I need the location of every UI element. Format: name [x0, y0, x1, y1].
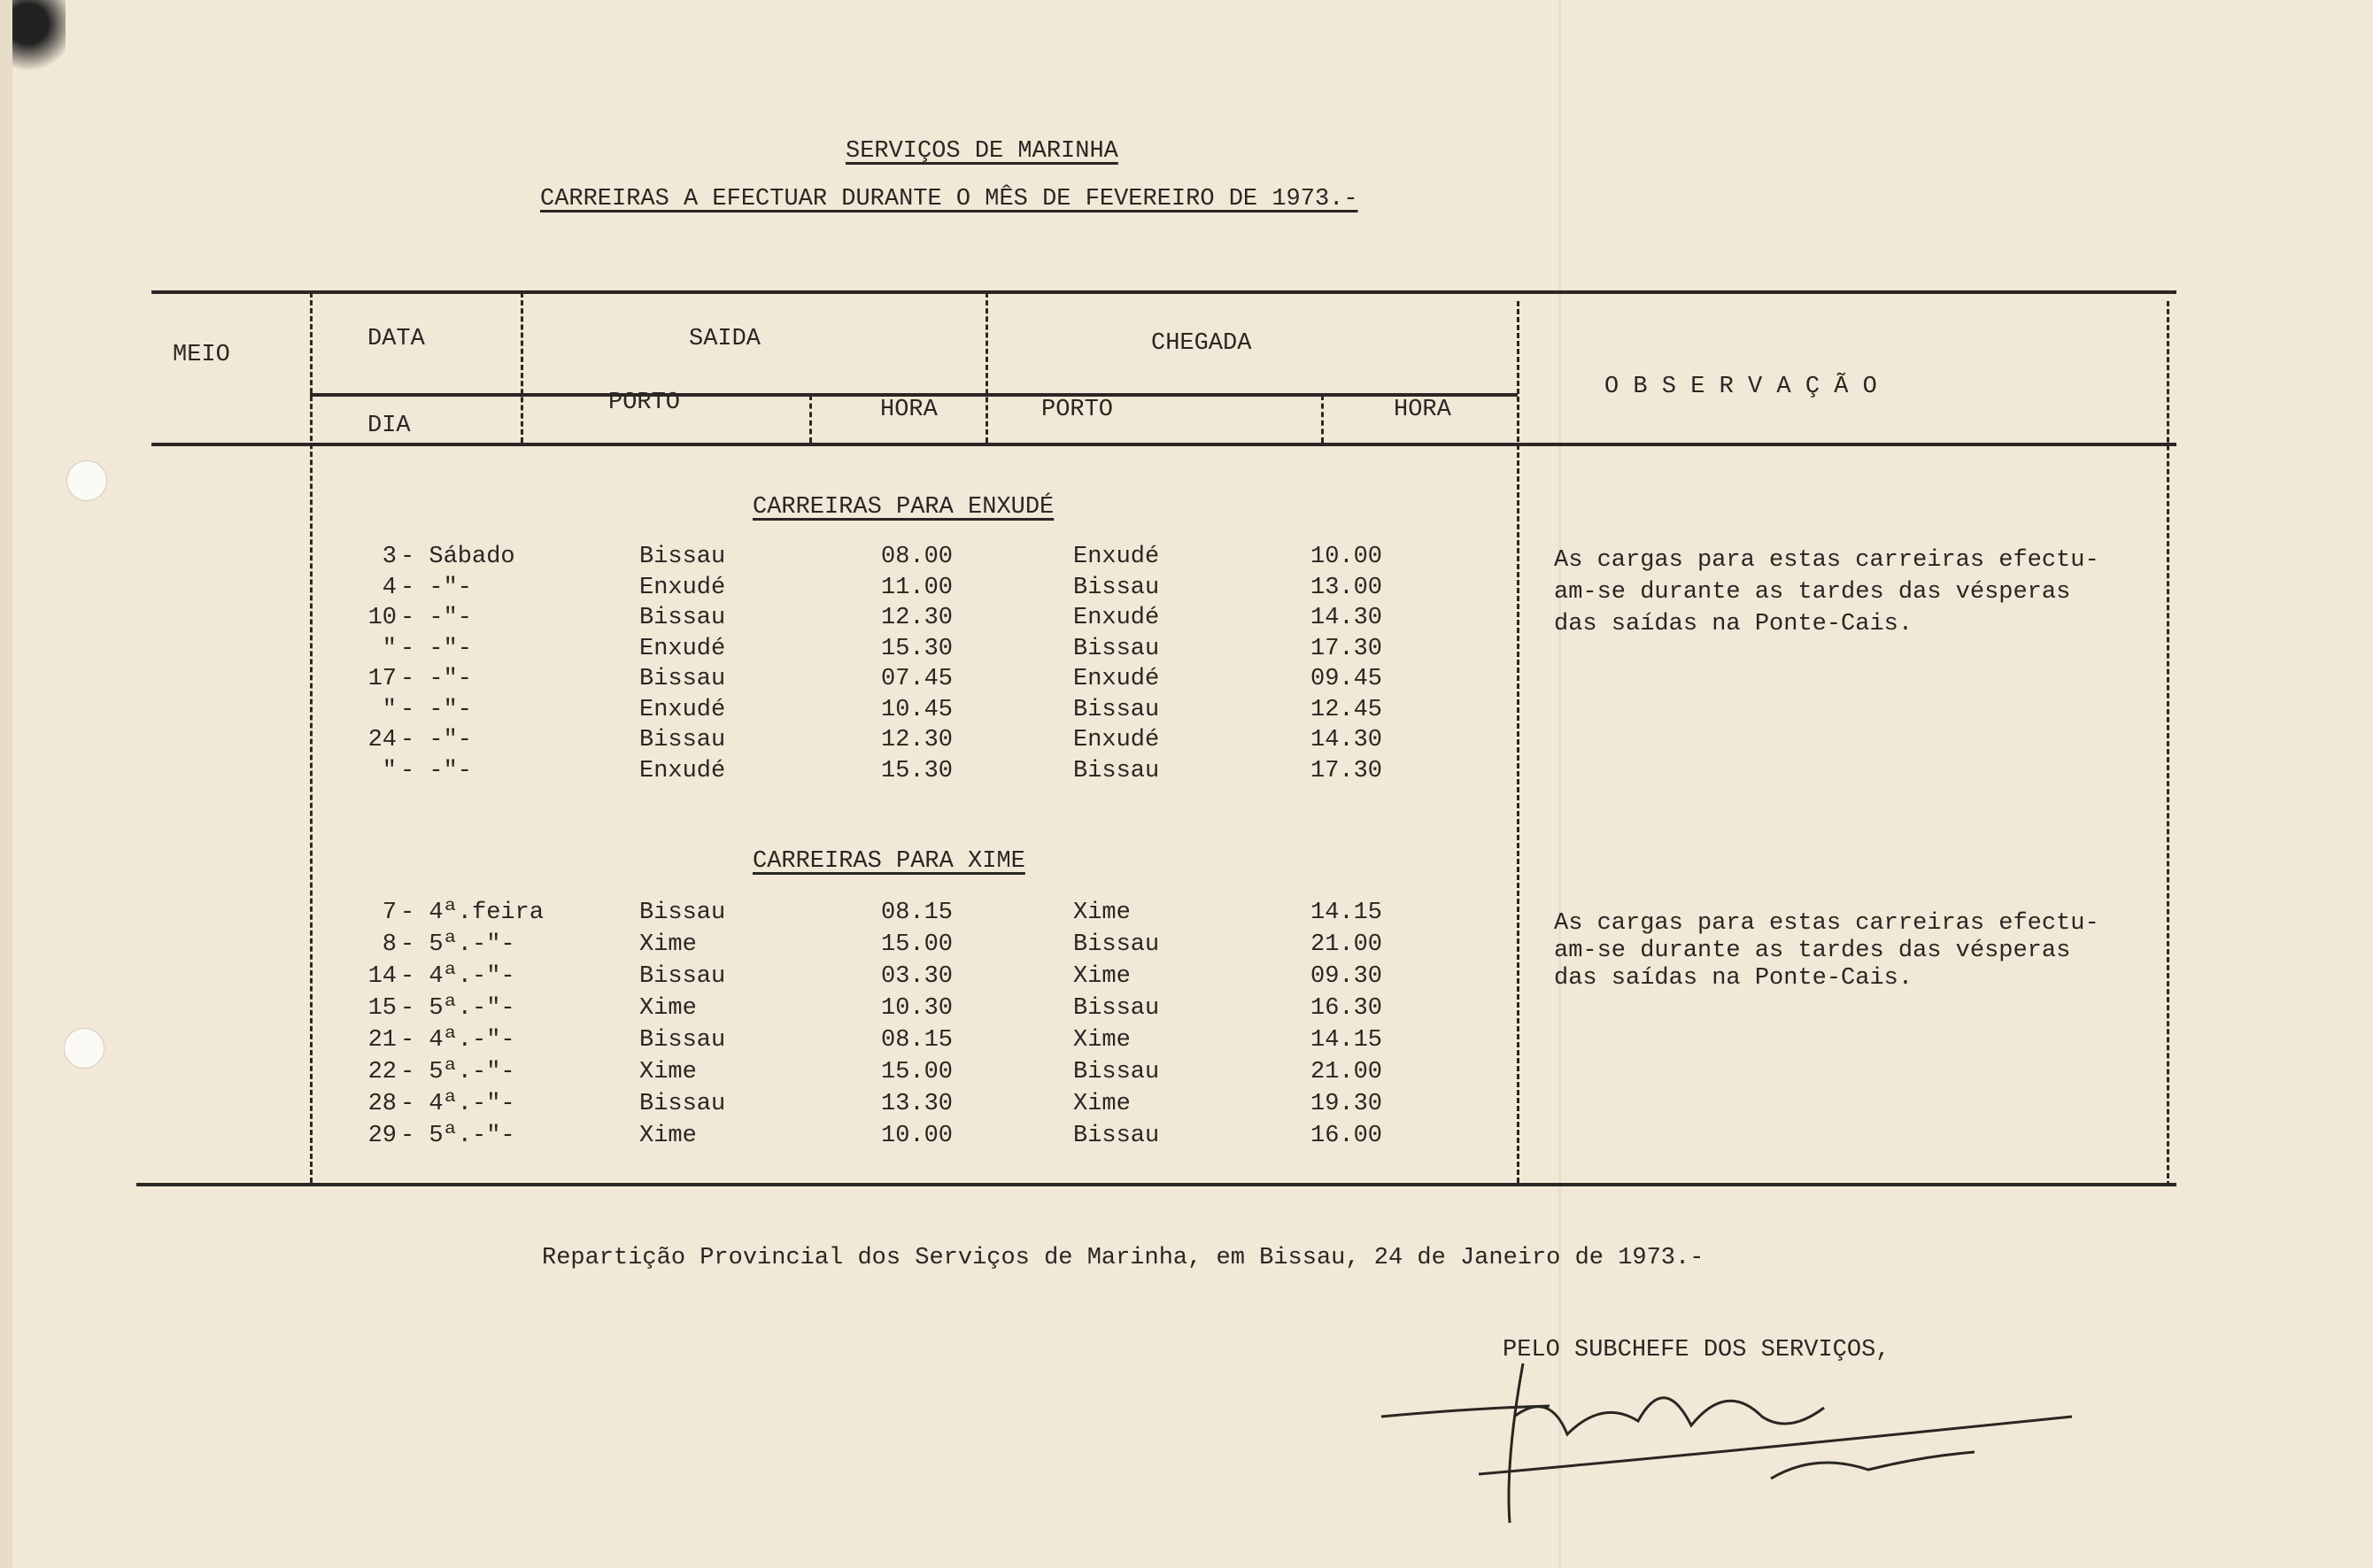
- arrival-time: 14.30: [1310, 727, 1383, 753]
- paper-edge: [0, 0, 12, 1568]
- handwritten-signature: [1372, 1302, 2099, 1532]
- arrival-time: 17.30: [1310, 757, 1383, 784]
- departure-time: 10.00: [881, 1123, 954, 1149]
- arrival-time: 21.00: [1310, 931, 1383, 958]
- arrival-time: 14.30: [1310, 605, 1383, 631]
- row-weekday: - 5ª.-"-: [400, 931, 515, 958]
- header-chegada-porto: PORTO: [1041, 397, 1114, 423]
- row-weekday: - -"-: [400, 696, 473, 723]
- row-day: 22: [367, 1059, 397, 1085]
- header-observacao: O B S E R V A Ç Ã O: [1604, 374, 1877, 400]
- departure-time: 13.30: [881, 1091, 954, 1117]
- arrival-port: Bissau: [1073, 931, 1160, 958]
- arrival-port: Bissau: [1073, 995, 1160, 1022]
- arrival-port: Enxudé: [1073, 544, 1160, 570]
- row-weekday: - 4ª.-"-: [400, 1091, 515, 1117]
- row-weekday: - Sábado: [400, 544, 515, 570]
- departure-time: 15.00: [881, 931, 954, 958]
- observation-line: am-se durante as tardes das vésperas: [1554, 579, 2071, 606]
- observation-line: das saídas na Ponte-Cais.: [1554, 965, 1913, 992]
- departure-time: 08.15: [881, 900, 954, 926]
- header-data: DATA: [367, 326, 425, 352]
- table-bottom-rule: [136, 1183, 2176, 1186]
- arrival-port: Xime: [1073, 963, 1131, 990]
- column-divider: [986, 292, 988, 443]
- row-weekday: - 4ª.-"-: [400, 963, 515, 990]
- row-day: 29: [367, 1123, 397, 1149]
- row-weekday: - 5ª.-"-: [400, 1059, 515, 1085]
- header-saida-hora: HORA: [880, 397, 938, 423]
- departure-time: 10.30: [881, 995, 954, 1022]
- departure-port: Bissau: [639, 1027, 726, 1054]
- arrival-port: Xime: [1073, 900, 1131, 926]
- departure-time: 15.30: [881, 757, 954, 784]
- arrival-time: 19.30: [1310, 1091, 1383, 1117]
- arrival-port: Enxudé: [1073, 666, 1160, 692]
- punch-hole: [66, 460, 107, 501]
- arrival-time: 12.45: [1310, 696, 1383, 723]
- row-day: ": [382, 635, 397, 662]
- arrival-port: Xime: [1073, 1027, 1131, 1054]
- row-day: 14: [367, 963, 397, 990]
- departure-time: 03.30: [881, 963, 954, 990]
- departure-port: Bissau: [639, 666, 726, 692]
- arrival-time: 09.30: [1310, 963, 1383, 990]
- arrival-port: Xime: [1073, 1091, 1131, 1117]
- row-weekday: - -"-: [400, 757, 473, 784]
- header-saida-porto: PORTO: [608, 390, 681, 416]
- document-title: SERVIÇOS DE MARINHA: [846, 138, 1118, 165]
- departure-port: Enxudé: [639, 757, 726, 784]
- section-title: CARREIRAS PARA XIME: [753, 848, 1025, 875]
- signature-label: PELO SUBCHEFE DOS SERVIÇOS,: [1503, 1337, 1890, 1363]
- arrival-time: 09.45: [1310, 666, 1383, 692]
- arrival-time: 14.15: [1310, 900, 1383, 926]
- departure-time: 12.30: [881, 605, 954, 631]
- arrival-time: 17.30: [1310, 635, 1383, 662]
- column-divider: [809, 395, 812, 443]
- observation-line: As cargas para estas carreiras efectu-: [1554, 547, 2099, 574]
- column-divider: [2167, 301, 2169, 1186]
- column-divider: [310, 292, 313, 1183]
- departure-time: 15.30: [881, 635, 954, 662]
- arrival-port: Bissau: [1073, 696, 1160, 723]
- footer-place-date: Repartição Provincial dos Serviços de Marinha, em Bissau, 24 de Janeiro de 1973.-: [542, 1245, 1704, 1271]
- departure-time: 12.30: [881, 727, 954, 753]
- departure-time: 10.45: [881, 696, 954, 723]
- departure-time: 11.00: [881, 574, 954, 601]
- departure-port: Enxudé: [639, 635, 726, 662]
- departure-time: 07.45: [881, 666, 954, 692]
- header-saida: SAIDA: [689, 326, 761, 352]
- arrival-port: Enxudé: [1073, 605, 1160, 631]
- departure-port: Xime: [639, 1059, 697, 1085]
- column-divider: [1517, 301, 1519, 1183]
- punch-hole: [64, 1028, 104, 1069]
- row-day: 10: [367, 605, 397, 631]
- arrival-port: Bissau: [1073, 1123, 1160, 1149]
- observation-line: das saídas na Ponte-Cais.: [1554, 611, 1913, 637]
- arrival-time: 16.00: [1310, 1123, 1383, 1149]
- row-weekday: - -"-: [400, 635, 473, 662]
- departure-port: Bissau: [639, 963, 726, 990]
- departure-port: Bissau: [639, 727, 726, 753]
- document-subtitle: CARREIRAS A EFECTUAR DURANTE O MÊS DE FEVEREIRO DE 1973.-: [540, 186, 1358, 212]
- arrival-time: 16.30: [1310, 995, 1383, 1022]
- row-weekday: - 5ª.-"-: [400, 1123, 515, 1149]
- column-divider: [521, 292, 523, 443]
- departure-port: Bissau: [639, 605, 726, 631]
- row-weekday: - -"-: [400, 574, 473, 601]
- departure-port: Enxudé: [639, 574, 726, 601]
- row-day: 17: [367, 666, 397, 692]
- departure-port: Bissau: [639, 544, 726, 570]
- row-weekday: - 4ª.feira: [400, 900, 545, 926]
- arrival-port: Enxudé: [1073, 727, 1160, 753]
- table-top-rule: [151, 290, 2176, 294]
- arrival-port: Bissau: [1073, 635, 1160, 662]
- arrival-time: 21.00: [1310, 1059, 1383, 1085]
- header-bottom-rule: [151, 443, 2176, 446]
- section-title: CARREIRAS PARA ENXUDÉ: [753, 494, 1055, 521]
- row-weekday: - 4ª.-"-: [400, 1027, 515, 1054]
- arrival-port: Bissau: [1073, 757, 1160, 784]
- arrival-time: 14.15: [1310, 1027, 1383, 1054]
- header-chegada-hora: HORA: [1394, 397, 1451, 423]
- arrival-port: Bissau: [1073, 1059, 1160, 1085]
- row-day: ": [382, 757, 397, 784]
- row-weekday: - -"-: [400, 727, 473, 753]
- column-divider: [1321, 395, 1324, 443]
- arrival-time: 13.00: [1310, 574, 1383, 601]
- arrival-port: Bissau: [1073, 574, 1160, 601]
- observation-line: am-se durante as tardes das vésperas: [1554, 938, 2071, 964]
- ink-blot: [12, 0, 66, 80]
- departure-time: 08.15: [881, 1027, 954, 1054]
- departure-port: Enxudé: [639, 696, 726, 723]
- row-day: 28: [367, 1091, 397, 1117]
- departure-time: 15.00: [881, 1059, 954, 1085]
- header-navio: MEIO: [173, 342, 230, 368]
- row-day: 7: [382, 900, 397, 926]
- departure-port: Xime: [639, 931, 697, 958]
- departure-port: Xime: [639, 995, 697, 1022]
- row-day: 3: [382, 544, 397, 570]
- row-day: ": [382, 696, 397, 723]
- header-chegada: CHEGADA: [1151, 330, 1252, 357]
- departure-time: 08.00: [881, 544, 954, 570]
- departure-port: Xime: [639, 1123, 697, 1149]
- arrival-time: 10.00: [1310, 544, 1383, 570]
- header-dia: DIA: [367, 413, 411, 439]
- row-day: 8: [382, 931, 397, 958]
- row-day: 21: [367, 1027, 397, 1054]
- row-weekday: - 5ª.-"-: [400, 995, 515, 1022]
- departure-port: Bissau: [639, 900, 726, 926]
- row-day: 15: [367, 995, 397, 1022]
- row-day: 24: [367, 727, 397, 753]
- departure-port: Bissau: [639, 1091, 726, 1117]
- row-weekday: - -"-: [400, 605, 473, 631]
- row-day: 4: [382, 574, 397, 601]
- row-weekday: - -"-: [400, 666, 473, 692]
- observation-line: As cargas para estas carreiras efectu-: [1554, 910, 2099, 937]
